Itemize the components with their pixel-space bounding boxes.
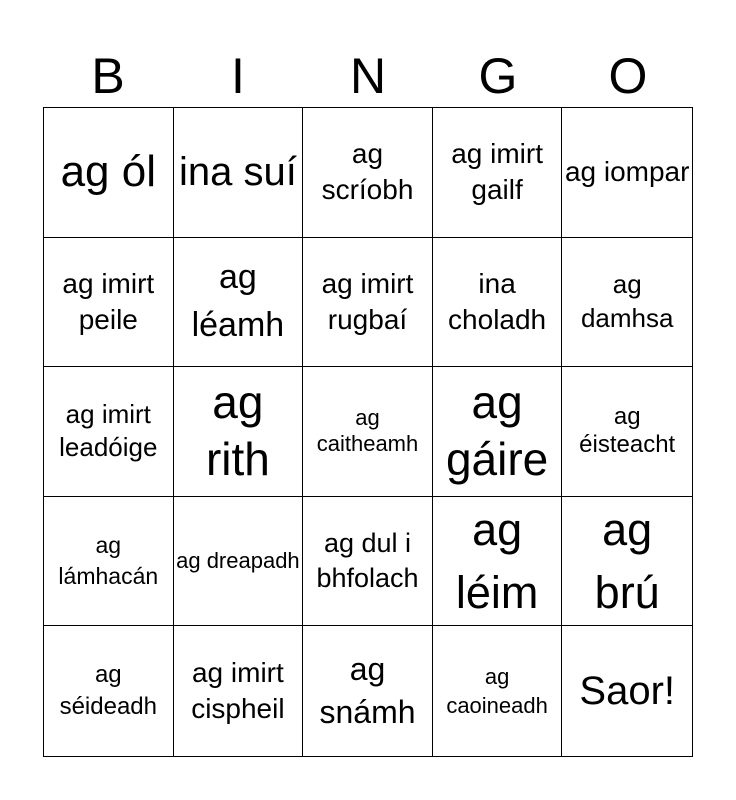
cell-text: ag imirt gailf [451, 137, 543, 206]
cell-text: ag caoineadh [446, 663, 548, 719]
bingo-cell [44, 367, 174, 497]
free-space-cell [562, 626, 692, 756]
cell-text: ag imirt rugbaí [321, 267, 414, 335]
cell-text: ag scríobh [321, 137, 414, 206]
cell-text: ina choladh [448, 267, 547, 335]
bingo-cell [433, 238, 563, 368]
cell-text: ag séideadh [59, 660, 157, 721]
cell-text: ag dul i bhfolach [316, 528, 419, 594]
cell-text: ag snámh [319, 651, 416, 731]
cell-text: ag imirt peile [62, 267, 155, 335]
header-letter-o: O [608, 48, 648, 104]
free-space-text: Saor! [579, 669, 675, 714]
bingo-cell [433, 497, 563, 627]
bingo-header [43, 46, 693, 106]
bingo-cell [174, 108, 304, 238]
cell-text: ag ól [60, 147, 156, 197]
cell-text: ag dreapadh [176, 548, 300, 574]
bingo-cell [303, 367, 433, 497]
cell-text: ag lámhacán [58, 532, 159, 590]
header-letter-i: I [231, 48, 245, 104]
bingo-cell [562, 367, 692, 497]
bingo-cell [433, 626, 563, 756]
bingo-cell [174, 497, 304, 627]
bingo-cell [303, 238, 433, 368]
cell-text: ina suí [178, 150, 297, 195]
bingo-cell [44, 626, 174, 756]
cell-text: ag éisteacht [579, 402, 676, 459]
bingo-cell [44, 108, 174, 238]
bingo-cell [433, 367, 563, 497]
cell-text: ag iompar [564, 156, 690, 188]
cell-text: ag damhsa [580, 269, 674, 333]
header-letter-n: N [349, 48, 387, 104]
cell-text: ag léamh [191, 258, 285, 344]
bingo-cell [562, 108, 692, 238]
bingo-cell [303, 497, 433, 627]
cell-text: ag imirt cispheil [191, 656, 285, 725]
header-letter-b: B [91, 48, 125, 104]
bingo-cell [174, 626, 304, 756]
bingo-cell [44, 238, 174, 368]
bingo-cell [562, 497, 692, 627]
bingo-cell [303, 626, 433, 756]
header-letter-g: G [478, 48, 518, 104]
cell-text: ag imirt leadóige [59, 398, 158, 463]
bingo-cell [174, 238, 304, 368]
bingo-cell [303, 108, 433, 238]
cell-text: ag gáire [445, 375, 549, 486]
cell-text: ag brú [594, 504, 660, 619]
cell-text: ag léim [455, 504, 539, 619]
bingo-board [43, 107, 693, 757]
bingo-cell [44, 497, 174, 627]
bingo-cell [433, 108, 563, 238]
cell-text: ag caitheamh [316, 405, 419, 457]
bingo-cell [174, 367, 304, 497]
cell-text: ag rith [205, 375, 270, 486]
bingo-cell [562, 238, 692, 368]
